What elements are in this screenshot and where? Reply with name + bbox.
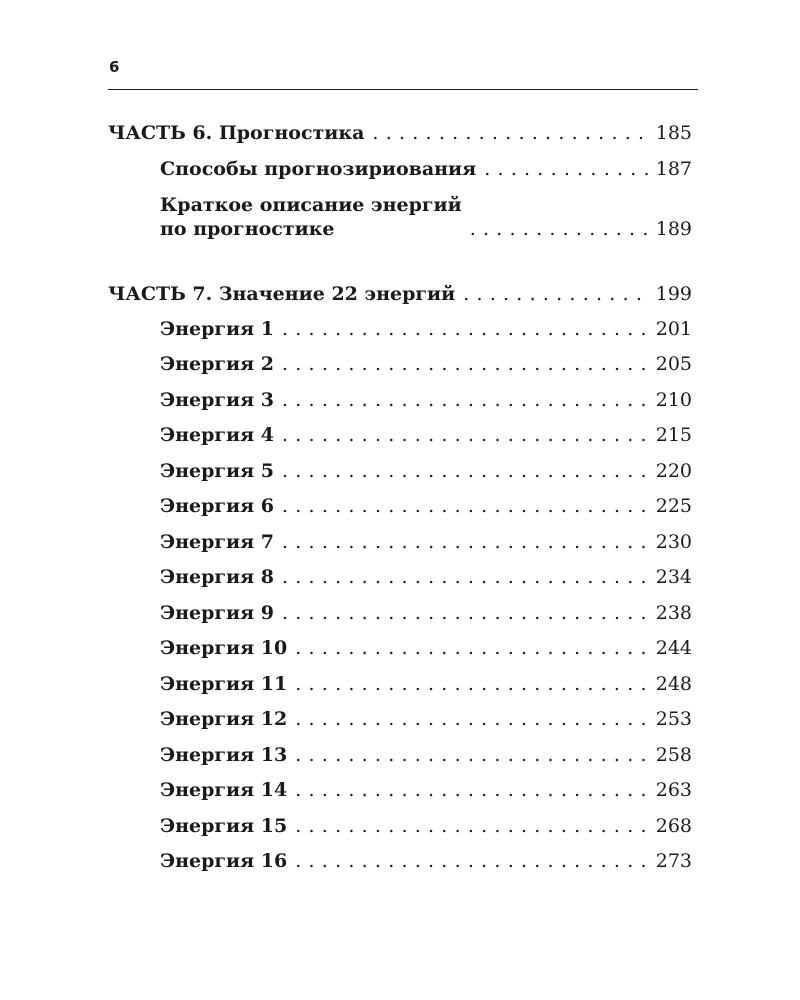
toc-entry[interactable] (160, 601, 692, 625)
dot-leader (372, 121, 649, 145)
dot-leader (282, 388, 650, 412)
dot-leader (295, 636, 650, 660)
toc-entry-title: Энергия 15 (160, 815, 288, 837)
toc-entry-page: 225 (655, 495, 692, 517)
toc-entry-page: 230 (655, 531, 692, 553)
toc-entry-title: Энергия 7 (160, 531, 274, 553)
toc-entry[interactable] (160, 530, 692, 554)
toc-entry[interactable] (160, 743, 692, 767)
toc-entry[interactable] (160, 672, 692, 696)
toc-entry-page: 205 (655, 353, 692, 375)
toc-entry-page: 248 (655, 673, 692, 695)
toc-entry-title: Энергия 1 (160, 318, 274, 340)
dot-leader (282, 317, 650, 341)
toc-entry-title-line: Краткое описание энергий (160, 194, 462, 216)
toc-entry-title: Энергия 11 (160, 673, 288, 695)
dot-leader (470, 217, 650, 241)
dot-leader (295, 672, 650, 696)
toc-entry-page: 258 (655, 744, 692, 766)
toc-entry-page: 244 (655, 637, 692, 659)
toc-entry-title: Энергия 8 (160, 566, 274, 588)
toc-entry-title: Способы прогнозириования (160, 158, 477, 180)
toc-entry[interactable] (160, 494, 692, 518)
dot-leader (484, 157, 650, 181)
toc-entry-title: Энергия 9 (160, 602, 274, 624)
toc-entry-title: Энергия 4 (160, 424, 274, 446)
toc-entry-page: 268 (655, 815, 692, 837)
dot-leader (463, 282, 650, 306)
page-number: 6 (109, 58, 120, 76)
dot-leader (282, 530, 650, 554)
toc-entry[interactable] (160, 317, 692, 341)
toc-entry-page: 273 (655, 850, 692, 872)
toc-entry-title: Энергия 14 (160, 779, 288, 801)
toc-entry[interactable] (160, 849, 692, 873)
toc-entry-title: Энергия 5 (160, 460, 274, 482)
toc-entry[interactable] (160, 636, 692, 660)
toc-entry[interactable] (160, 778, 692, 802)
dot-leader (295, 814, 650, 838)
toc-entry[interactable] (160, 352, 692, 376)
header-rule (108, 89, 698, 90)
toc-entry-part-6[interactable] (108, 121, 692, 145)
toc-entry-page: 253 (655, 708, 692, 730)
toc-entry-title (160, 193, 462, 241)
toc-entry[interactable] (160, 565, 692, 589)
toc-entry-title: ЧАСТЬ 7. Значение 22 энергий (108, 283, 456, 305)
toc-entry[interactable] (160, 814, 692, 838)
toc-entry-title: Энергия 13 (160, 744, 288, 766)
toc-entry-title: Энергия 12 (160, 708, 288, 730)
toc-entry-title-line: по прогностике (160, 218, 335, 240)
toc-entry-page: 220 (655, 460, 692, 482)
toc-entry-page: 199 (655, 283, 692, 305)
toc-entry[interactable] (160, 193, 692, 241)
toc-entry-page: 234 (655, 566, 692, 588)
toc-entry-title: ЧАСТЬ 6. Прогностика (108, 122, 365, 144)
toc-entry-page: 187 (655, 158, 692, 180)
toc-entry-title: Энергия 10 (160, 637, 288, 659)
dot-leader (295, 849, 650, 873)
toc-entry-page: 263 (655, 779, 692, 801)
toc-entry-title: Энергия 3 (160, 389, 274, 411)
dot-leader (282, 494, 650, 518)
toc-entry-page: 185 (655, 122, 692, 144)
toc-entry[interactable] (160, 157, 692, 181)
toc-entry[interactable] (160, 459, 692, 483)
dot-leader (295, 707, 650, 731)
dot-leader (295, 778, 650, 802)
toc-entry[interactable] (160, 388, 692, 412)
toc-entry[interactable] (160, 423, 692, 447)
dot-leader (282, 601, 650, 625)
toc-entry-page: 201 (655, 318, 692, 340)
toc-entry-title: Энергия 2 (160, 353, 274, 375)
toc-entry-part-7[interactable] (108, 282, 692, 306)
toc-entry-page: 210 (655, 389, 692, 411)
toc-entry-page: 189 (655, 218, 692, 240)
dot-leader (282, 565, 650, 589)
dot-leader (282, 459, 650, 483)
dot-leader (282, 352, 650, 376)
toc-entry-title: Энергия 6 (160, 495, 274, 517)
dot-leader (282, 423, 650, 447)
dot-leader (295, 743, 650, 767)
toc-entry-title: Энергия 16 (160, 850, 288, 872)
toc-entry-page: 238 (655, 602, 692, 624)
toc-entry-page: 215 (655, 424, 692, 446)
toc-entry[interactable] (160, 707, 692, 731)
